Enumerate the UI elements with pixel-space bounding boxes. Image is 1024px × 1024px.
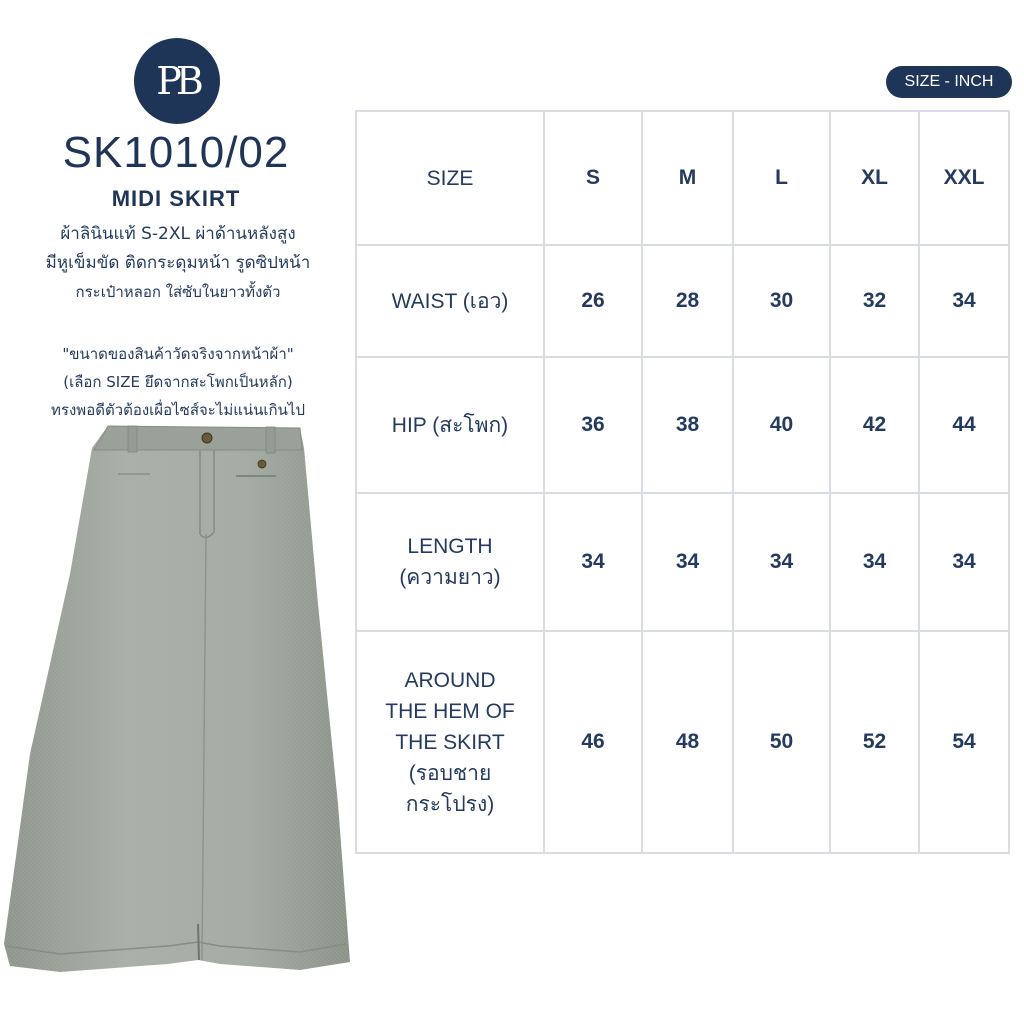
table-cell: 48 [642, 631, 733, 853]
note-line: (เลือก SIZE ยึดจากสะโพกเป็นหลัก) [63, 373, 293, 391]
table-row-length [356, 493, 1009, 631]
table-cell: 42 [830, 357, 919, 493]
description-line: กระเป๋าหลอก ใส่ซับในยาวทั้งตัว [75, 283, 281, 301]
table-cell: 28 [642, 245, 733, 357]
row-label-line: AROUND [404, 668, 496, 692]
row-label-line: THE HEM OF [385, 699, 515, 723]
table-cell: 46 [544, 631, 642, 853]
size-chart-table [355, 110, 1010, 854]
table-cell: 30 [733, 245, 830, 357]
table-cell: 34 [919, 493, 1009, 631]
description-line: มีหูเข็มขัด ติดกระดุมหน้า รูดซิปหน้า [45, 253, 311, 273]
header-size-label: SIZE [356, 111, 544, 245]
note-line: ทรงพอดีตัวต้องเผื่อไซส์จะไม่แน่นเกินไป [51, 401, 305, 419]
table-cell: 32 [830, 245, 919, 357]
skirt-image [0, 424, 352, 984]
table-cell: 38 [642, 357, 733, 493]
row-label-hip [356, 357, 544, 493]
brand-logo [134, 38, 220, 124]
table-cell: 40 [733, 357, 830, 493]
table-header-row [356, 111, 1009, 245]
row-label-line: THE SKIRT [395, 730, 505, 754]
header-size-xl: XL [830, 111, 919, 245]
row-label-line: กระโปรง) [405, 792, 495, 816]
table-cell: 34 [830, 493, 919, 631]
description-line: ผ้าลินินแท้ S-2XL ผ่าด้านหลังสูง [60, 224, 296, 244]
table-cell: 52 [830, 631, 919, 853]
row-label-line: WAIST (เอว) [391, 289, 509, 313]
row-label-hem [356, 631, 544, 853]
row-label-line: (ความยาว) [399, 566, 501, 589]
row-label-line: LENGTH [407, 535, 493, 558]
header-size-l: L [733, 111, 830, 245]
product-code: SK1010/02 [62, 128, 290, 177]
table-cell: 34 [733, 493, 830, 631]
table-cell: 34 [642, 493, 733, 631]
sizing-note [0, 340, 356, 424]
table-cell: 34 [919, 245, 1009, 357]
row-label-waist [356, 245, 544, 357]
unit-badge: SIZE - INCH [886, 66, 1012, 98]
row-label-length [356, 493, 544, 631]
table-cell: 50 [733, 631, 830, 853]
note-line: "ขนาดของสินค้าวัดจริงจากหน้าผ้า" [62, 345, 294, 363]
product-type: MIDI SKIRT [111, 186, 241, 211]
product-description [0, 220, 356, 307]
row-label-line: (รอบชาย [408, 761, 492, 785]
table-row-waist [356, 245, 1009, 357]
product-photo [0, 424, 352, 984]
table-cell: 36 [544, 357, 642, 493]
table-row-hem [356, 631, 1009, 853]
table-cell: 54 [919, 631, 1009, 853]
table-cell: 44 [919, 357, 1009, 493]
table-row-hip [356, 357, 1009, 493]
logo-monogram: PB [156, 59, 198, 103]
table-cell: 34 [544, 493, 642, 631]
row-label-line: HIP (สะโพก) [391, 413, 509, 437]
header-size-m: M [642, 111, 733, 245]
header-size-xxl: XXL [919, 111, 1009, 245]
header-size-s: S [544, 111, 642, 245]
table-cell: 26 [544, 245, 642, 357]
